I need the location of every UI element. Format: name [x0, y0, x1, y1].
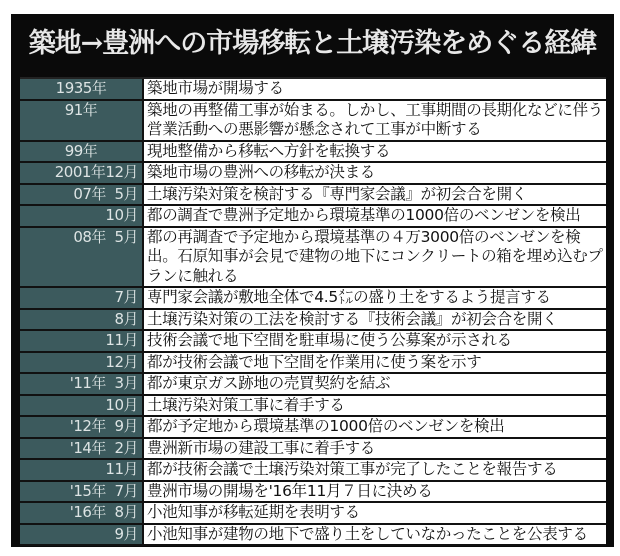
- table-row: [20, 310, 606, 332]
- table-row: [20, 417, 606, 439]
- table-row: [20, 185, 606, 207]
- row-date: 91年: [20, 101, 144, 140]
- row-event: 都が東京ガス跡地の売買契約を結ぶ: [144, 374, 606, 394]
- row-event: 土壌汚染対策の工法を検討する『技術会議』が初会合を開く: [144, 310, 606, 330]
- row-event: 築地市場が開場する: [144, 79, 606, 99]
- table-row: [20, 396, 606, 418]
- row-date: '16年 8月: [20, 503, 144, 523]
- timeline-table: [20, 77, 606, 546]
- row-event: 都の再調査で予定地から環境基準の４万3000倍のベンゼンを検出。石原知事が会見で建物の地下にコンクリートの箱を埋め込むプランに触れる: [144, 228, 606, 287]
- row-event: 土壌汚染対策工事に着手する: [144, 396, 606, 416]
- row-event: 豊洲新市場の建設工事に着手する: [144, 439, 606, 459]
- row-date: '15年 7月: [20, 482, 144, 502]
- row-date: 7月: [20, 288, 144, 308]
- row-event: 都が技術会議で地下空間を作業用に使う案を示す: [144, 353, 606, 373]
- row-date: '12年 9月: [20, 417, 144, 437]
- row-date: 10月: [20, 396, 144, 416]
- row-date: '14年 2月: [20, 439, 144, 459]
- row-event: 都が技術会議で土壌汚染対策工事が完了したことを報告する: [144, 460, 606, 480]
- row-date: 11月: [20, 460, 144, 480]
- table-row: [20, 525, 606, 547]
- table-row: [20, 482, 606, 504]
- row-event: 土壌汚染対策を検討する『専門家会議』が初会合を開く: [144, 185, 606, 205]
- row-event: 現地整備から移転へ方針を転換する: [144, 142, 606, 162]
- row-event: 専門家会議が敷地全体で4.5㍍の盛り土をするよう提言する: [144, 288, 606, 308]
- table-row: [20, 163, 606, 185]
- timeline-panel: [11, 14, 614, 547]
- table-row: [20, 142, 606, 164]
- row-date: 2001年12月: [20, 163, 144, 183]
- table-row: [20, 353, 606, 375]
- row-event: 築地の再整備工事が始まる。しかし、工事期間の長期化などに伴う営業活動への悪影響が懸念されて工事が中断する: [144, 101, 606, 140]
- row-event: 小池知事が移転延期を表明する: [144, 503, 606, 523]
- table-row: [20, 503, 606, 525]
- row-event: 小池知事が建物の地下で盛り土をしていなかったことを公表する: [144, 525, 606, 545]
- row-date: 9月: [20, 525, 144, 545]
- table-row: [20, 79, 606, 101]
- table-row: [20, 228, 606, 289]
- row-event: 都が予定地から環境基準の1000倍のベンゼンを検出: [144, 417, 606, 437]
- row-date: 07年 5月: [20, 185, 144, 205]
- table-row: [20, 101, 606, 142]
- table-row: [20, 374, 606, 396]
- row-date: 1935年: [20, 79, 144, 99]
- table-row: [20, 460, 606, 482]
- table-row: [20, 206, 606, 228]
- row-date: 10月: [20, 206, 144, 226]
- row-date: 99年: [20, 142, 144, 162]
- page-title: 築地→豊洲への市場移転と土壌汚染をめぐる経緯: [28, 28, 597, 59]
- table-row: [20, 331, 606, 353]
- table-row: [20, 288, 606, 310]
- row-event: 都の調査で豊洲予定地から環境基準の1000倍のベンゼンを検出: [144, 206, 606, 226]
- row-date: 11月: [20, 331, 144, 351]
- row-date: '11年 3月: [20, 374, 144, 394]
- row-date: 8月: [20, 310, 144, 330]
- row-event: 築地市場の豊洲への移転が決まる: [144, 163, 606, 183]
- row-event: 豊洲市場の開場を'16年11月７日に決める: [144, 482, 606, 502]
- row-date: 12月: [20, 353, 144, 373]
- table-row: [20, 439, 606, 461]
- row-date: 08年 5月: [20, 228, 144, 287]
- row-event: 技術会議で地下空間を駐車場に使う公募案が示される: [144, 331, 606, 351]
